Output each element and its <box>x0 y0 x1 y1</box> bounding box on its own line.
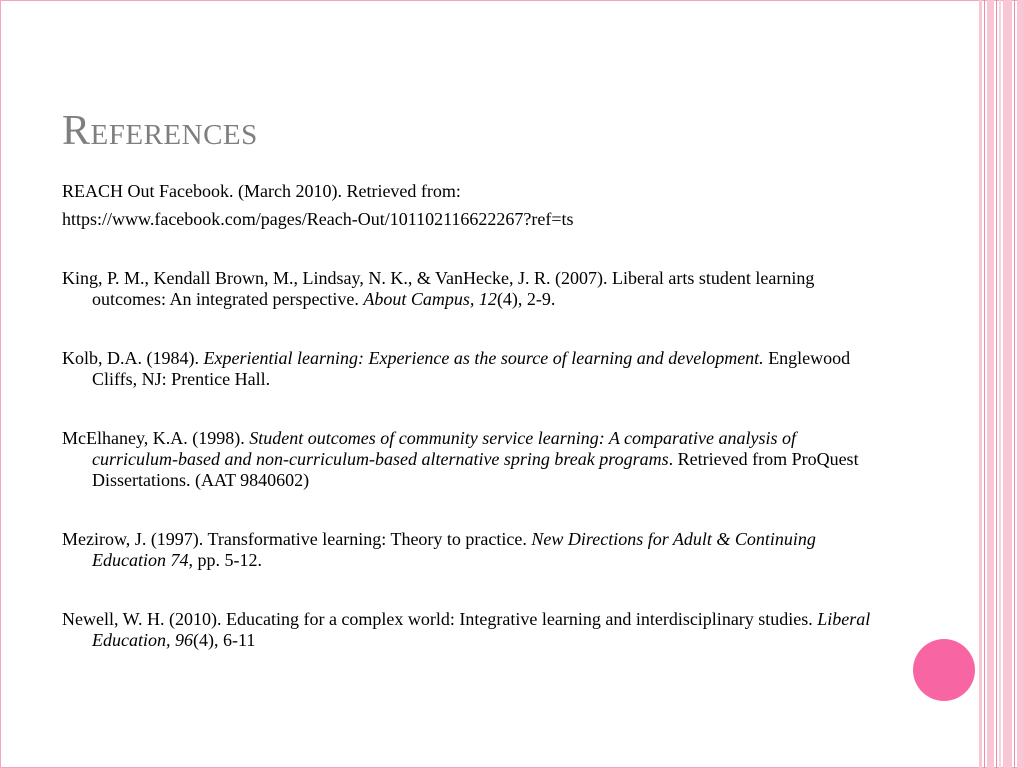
reference-text: . Retrieved from ProQuest Dissertations. (AAT 9840602) <box>92 449 859 490</box>
reference-text: , pp. 5-12. <box>188 550 262 570</box>
reference-source-italic: New Directions for Adult & Continuing Education 74 <box>92 529 816 570</box>
reference-source-italic: Student outcomes of community service learning: A comparative analysis of curriculum-based and non-curriculum-based alternative spring break programs <box>92 428 797 469</box>
decorative-stripe <box>1017 0 1024 768</box>
reference-text: (4), 2-9. <box>496 289 556 309</box>
reference-url: https://www.facebook.com/pages/Reach-Out/101102116622267?ref=ts <box>62 209 574 229</box>
reference-item-reach-out <box>62 181 877 230</box>
reference-text: (4), 6-11 <box>193 630 256 650</box>
reference-text: REACH Out Facebook. (March 2010). Retrieved from: <box>62 181 461 201</box>
reference-text: Newell, W. H. (2010). Educating for a complex world: Integrative learning and interdisciplinary studies. <box>62 609 818 629</box>
reference-item-mezirow <box>62 529 877 571</box>
frame-top-line <box>0 0 1024 1</box>
decorative-stripe <box>984 0 985 768</box>
reference-list <box>62 181 877 651</box>
frame-left-line <box>0 0 1 768</box>
reference-source-italic: Liberal Education, 96 <box>92 609 871 650</box>
decorative-stripe <box>1014 0 1015 768</box>
decorative-stripe <box>1003 0 1012 768</box>
reference-item-kolb <box>62 348 877 390</box>
decorative-stripe <box>979 0 982 768</box>
reference-text: Englewood Cliffs, NJ: Prentice Hall. <box>92 348 851 389</box>
reference-item-king <box>62 268 877 310</box>
slide-title: References <box>62 108 258 154</box>
reference-text: Mezirow, J. (1997). Transformative learning: Theory to practice. <box>62 529 532 549</box>
reference-item-mcelhaney <box>62 428 877 491</box>
decorative-stripe <box>987 0 994 768</box>
reference-item-newell <box>62 609 877 651</box>
reference-source-italic: Experiential learning: Experience as the source of learning and development. <box>203 348 764 368</box>
decorative-stripe <box>996 0 997 768</box>
decorative-circle <box>913 639 975 701</box>
reference-text: King, P. M., Kendall Brown, M., Lindsay, N. K., & VanHecke, J. R. (2007). Liberal arts student learning outcomes: An integrated perspective. <box>62 268 815 309</box>
reference-text: McElhaney, K.A. (1998). <box>62 428 250 448</box>
reference-text: Kolb, D.A. (1984). <box>62 348 204 368</box>
decorative-stripe <box>999 0 1001 768</box>
reference-source-italic: About Campus, 12 <box>363 289 497 309</box>
